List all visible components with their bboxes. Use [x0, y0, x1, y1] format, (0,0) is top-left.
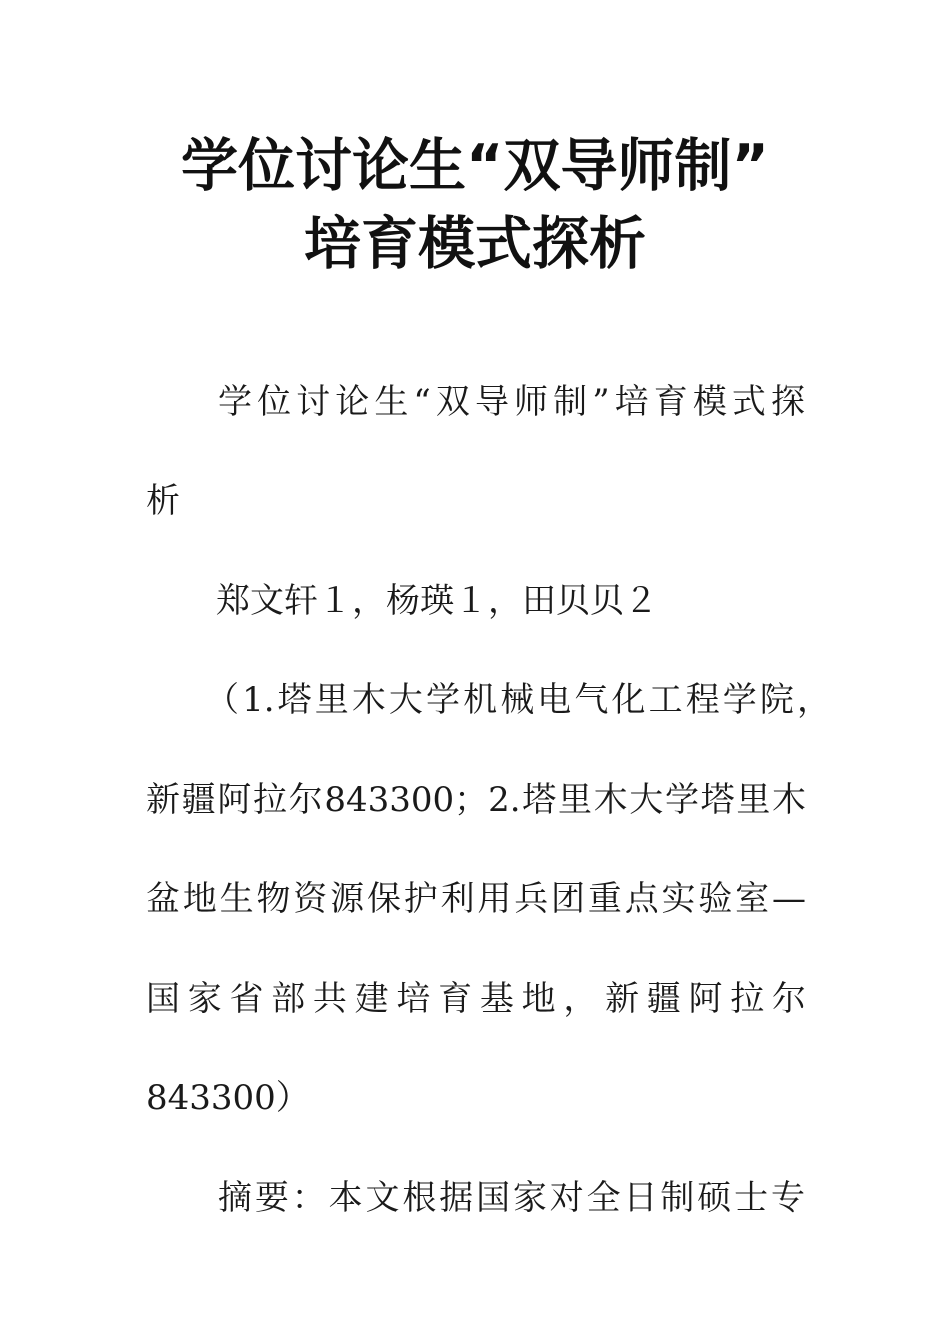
affiliation-line-1: （1.塔里木大学机械电气化工程学院，: [205, 680, 831, 720]
affiliation-line-4: 国家省部共建培育基地，新疆阿拉尔: [146, 979, 806, 1019]
affiliation-line-2: 新疆阿拉尔843300；2.塔里木大学塔里木: [146, 780, 806, 820]
document-title-line-2: 培育模式探析: [304, 211, 646, 277]
body-line-1: 学位讨论生“双导师制”培育模式探: [218, 382, 805, 422]
abstract-line-1: 摘要：本文根据国家对全日制硕士专: [218, 1178, 805, 1218]
affiliation-line-5: 843300）: [146, 1078, 310, 1118]
document-title-line-1: 学位讨论生“双导师制”: [181, 133, 769, 199]
body-line-2: 析: [146, 481, 180, 521]
author-line: 郑文轩１，杨瑛１，田贝贝２: [216, 581, 658, 621]
affiliation-line-3: 盆地生物资源保护利用兵团重点实验室—: [146, 879, 806, 919]
